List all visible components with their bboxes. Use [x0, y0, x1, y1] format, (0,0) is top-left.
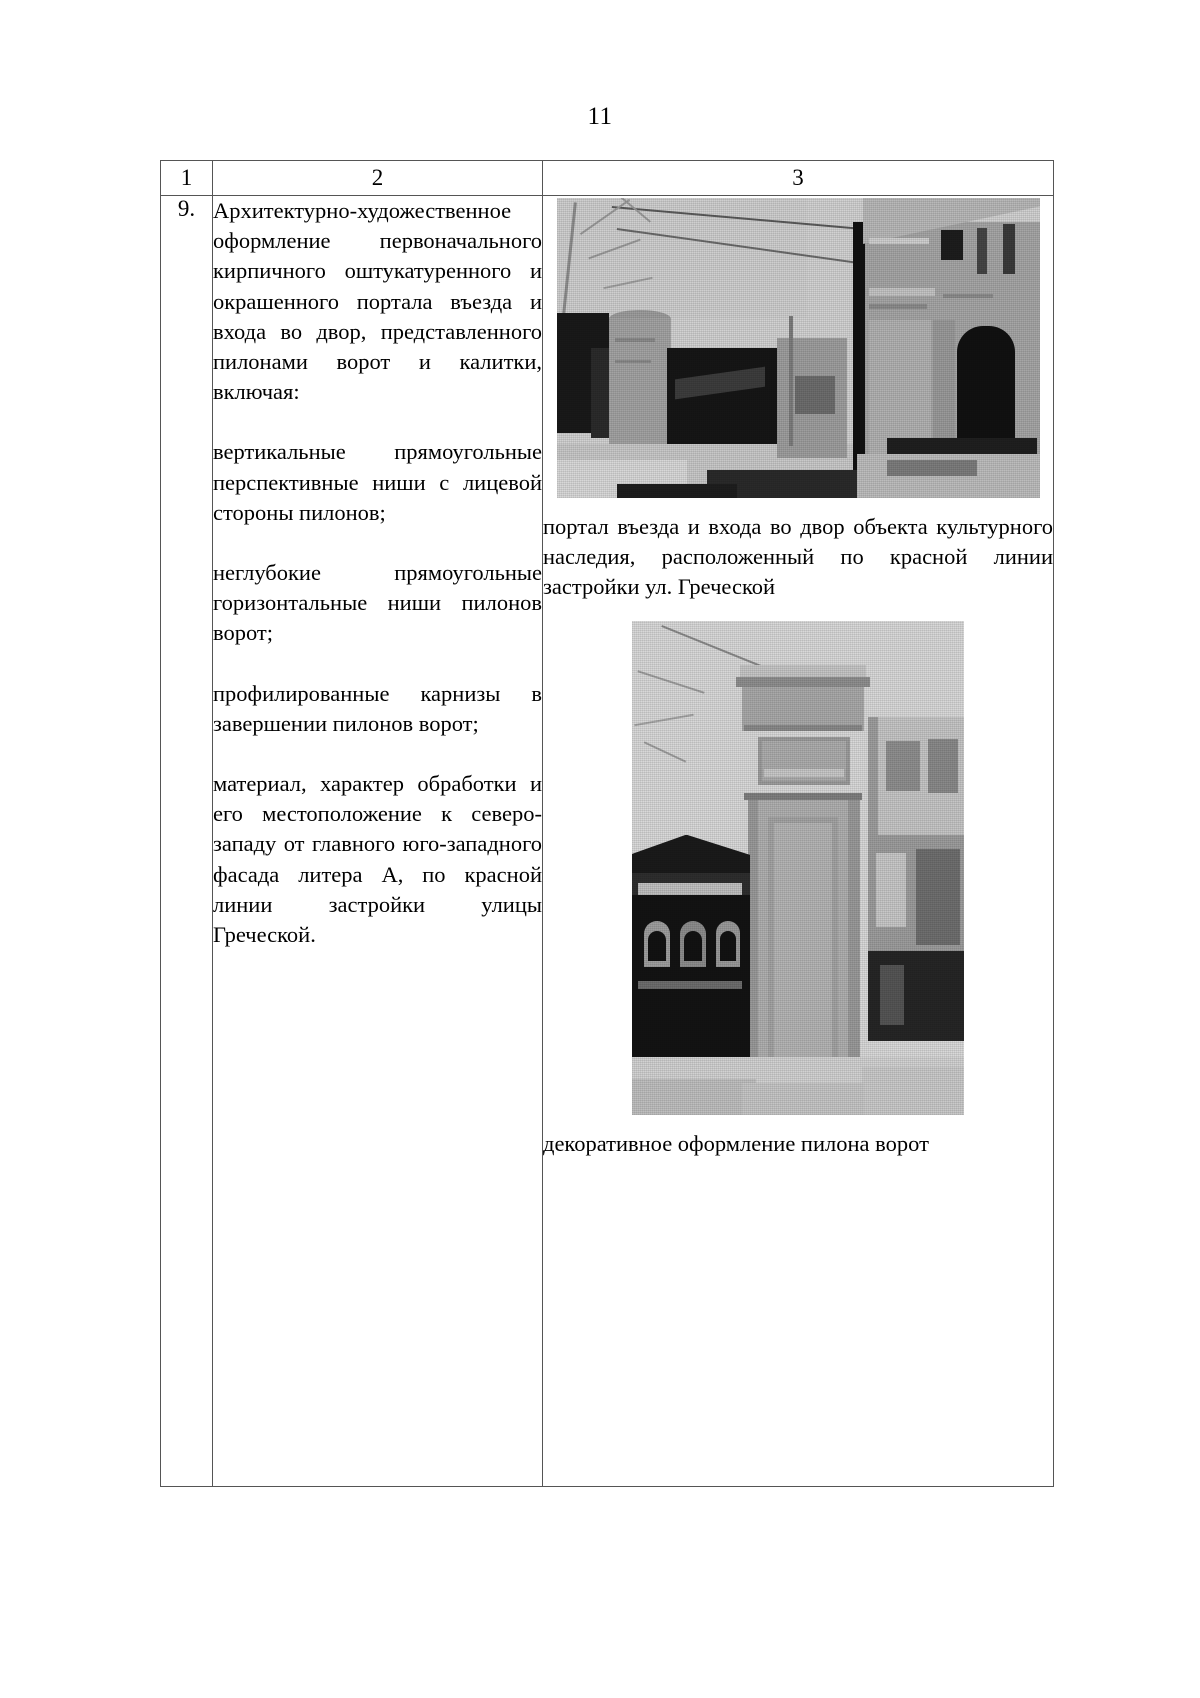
description-cell: [213, 196, 543, 1487]
column-header-3: 3: [543, 161, 1054, 196]
heritage-item-table: [160, 160, 1054, 1487]
column-header-1: 1: [161, 161, 213, 196]
photo-1-caption: портал въезда и входа во двор объекта культурного наследия, расположенный по красной линии застройки ул. Греческой: [543, 514, 1053, 600]
photo-cell: [543, 196, 1054, 1487]
photo-1-wrapper: [543, 196, 1053, 512]
page-number: 11: [587, 103, 613, 130]
table-header-row: [161, 161, 1054, 196]
description-paragraph-1: Архитектурно-художественное оформление первоначального кирпичного оштукатуренного и окрашенного портала въезда и входа во двор, представленного пилонами ворот и калитки, включая:: [213, 198, 542, 405]
table-row: [161, 196, 1054, 1487]
column-header-2: 2: [213, 161, 543, 196]
photo-pylon-decoration: [632, 621, 964, 1115]
description-paragraph-5: материал, характер обработки и его местоположение к северо-западу от главного юго-западного фасада литера А, по красной линии застройки улицы Греческой.: [213, 771, 542, 948]
description-paragraph-2: вертикальные прямоугольные перспективные ниши с лицевой стороны пилонов;: [213, 439, 542, 525]
item-number-cell: 9.: [161, 196, 213, 1487]
description-paragraph-4: профилированные карнизы в завершении пилонов ворот;: [213, 680, 542, 736]
photo-portal-street-view: [557, 198, 1040, 498]
description-paragraph-3: неглубокие прямоугольные горизонтальные ниши пилонов ворот;: [213, 560, 542, 646]
photo-2-caption: декоративное оформление пилона ворот: [543, 1130, 929, 1156]
photo-2-wrapper: [543, 603, 1053, 1123]
